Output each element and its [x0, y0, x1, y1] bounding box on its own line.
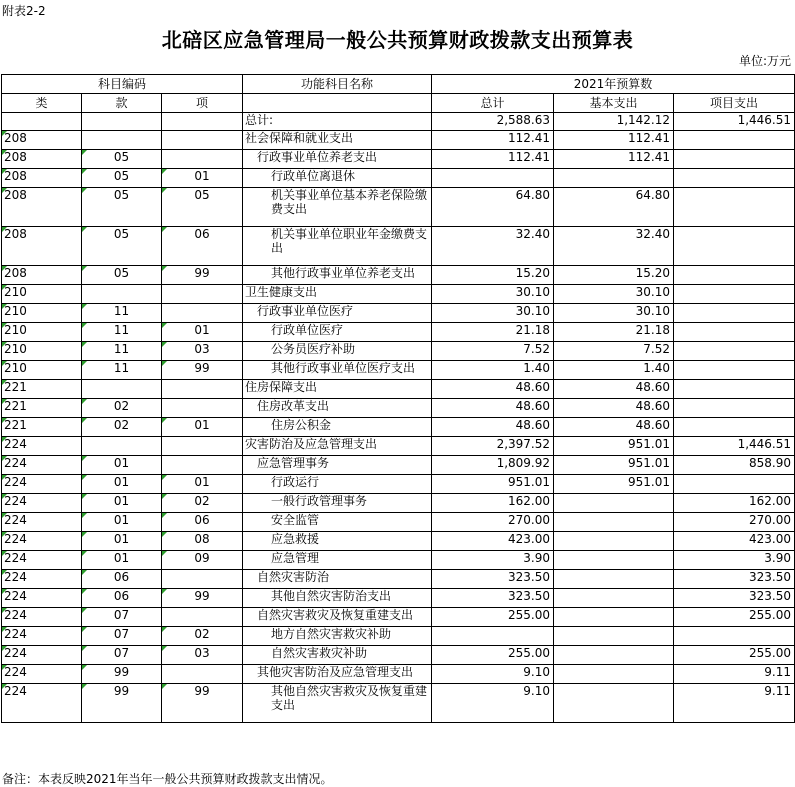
cell-project: 9.11	[674, 665, 795, 684]
table-body	[2, 75, 795, 723]
cell-total: 255.00	[432, 646, 554, 665]
cell-kuan: 11	[82, 342, 162, 361]
cell-kuan: 02	[82, 399, 162, 418]
cell-kuan	[82, 437, 162, 456]
cell-basic: 112.41	[554, 131, 674, 150]
cell-kuan: 06	[82, 570, 162, 589]
cell-name: 机关事业单位基本养老保险缴费支出	[243, 188, 432, 227]
cell-basic: 1,142.12	[554, 113, 674, 131]
cell-name: 行政单位医疗	[243, 323, 432, 342]
cell-total: 30.10	[432, 285, 554, 304]
cell-basic	[554, 627, 674, 646]
cell-lei: 210	[2, 285, 82, 304]
cell-total: 64.80	[432, 188, 554, 227]
table-row	[2, 570, 795, 589]
header-xiang: 项	[162, 94, 243, 113]
cell-basic: 21.18	[554, 323, 674, 342]
table-row	[2, 188, 795, 227]
cell-total: 951.01	[432, 475, 554, 494]
cell-project	[674, 169, 795, 188]
header-budget-group: 2021年预算数	[432, 75, 795, 94]
cell-lei	[2, 113, 82, 131]
cell-project: 1,446.51	[674, 113, 795, 131]
unit-label: 单位:万元	[738, 54, 791, 68]
cell-lei: 221	[2, 380, 82, 399]
cell-kuan: 11	[82, 304, 162, 323]
cell-basic	[554, 608, 674, 627]
cell-name: 应急管理事务	[243, 456, 432, 475]
cell-project	[674, 323, 795, 342]
cell-xiang	[162, 150, 243, 169]
cell-lei: 224	[2, 589, 82, 608]
cell-kuan: 11	[82, 361, 162, 380]
cell-basic: 48.60	[554, 399, 674, 418]
cell-lei: 224	[2, 608, 82, 627]
cell-lei: 208	[2, 169, 82, 188]
cell-kuan	[82, 380, 162, 399]
cell-lei: 224	[2, 475, 82, 494]
cell-lei: 224	[2, 494, 82, 513]
cell-basic: 112.41	[554, 150, 674, 169]
table-row	[2, 342, 795, 361]
header-basic: 基本支出	[554, 94, 674, 113]
header-kuan: 款	[82, 94, 162, 113]
cell-basic: 15.20	[554, 266, 674, 285]
table-row	[2, 361, 795, 380]
cell-project: 323.50	[674, 589, 795, 608]
cell-name: 一般行政管理事务	[243, 494, 432, 513]
cell-xiang	[162, 665, 243, 684]
cell-total: 48.60	[432, 399, 554, 418]
cell-basic: 48.60	[554, 380, 674, 399]
cell-total: 30.10	[432, 304, 554, 323]
cell-xiang: 01	[162, 323, 243, 342]
cell-basic: 30.10	[554, 285, 674, 304]
table-row	[2, 380, 795, 399]
cell-total: 7.52	[432, 342, 554, 361]
cell-project: 858.90	[674, 456, 795, 475]
cell-name: 公务员医疗补助	[243, 342, 432, 361]
cell-project	[674, 150, 795, 169]
cell-name: 应急管理	[243, 551, 432, 570]
cell-name: 行政事业单位养老支出	[243, 150, 432, 169]
cell-lei: 210	[2, 323, 82, 342]
cell-name: 自然灾害防治	[243, 570, 432, 589]
cell-basic: 64.80	[554, 188, 674, 227]
cell-xiang: 02	[162, 627, 243, 646]
table-row	[2, 608, 795, 627]
cell-total: 323.50	[432, 570, 554, 589]
cell-xiang: 99	[162, 266, 243, 285]
cell-lei: 224	[2, 684, 82, 723]
appendix-tag: 附表2-2	[2, 4, 46, 18]
cell-project: 323.50	[674, 570, 795, 589]
table-row	[2, 494, 795, 513]
cell-name: 其他行政事业单位养老支出	[243, 266, 432, 285]
table-row	[2, 285, 795, 304]
footnote: 备注：本表反映2021年当年一般公共预算财政拨款支出情况。	[2, 772, 333, 786]
cell-kuan: 99	[82, 684, 162, 723]
cell-total: 48.60	[432, 418, 554, 437]
cell-xiang: 09	[162, 551, 243, 570]
cell-basic	[554, 646, 674, 665]
cell-name: 安全监管	[243, 513, 432, 532]
table-row	[2, 150, 795, 169]
cell-project	[674, 418, 795, 437]
cell-project: 1,446.51	[674, 437, 795, 456]
cell-kuan: 05	[82, 169, 162, 188]
cell-name: 住房保障支出	[243, 380, 432, 399]
cell-name: 行政单位离退休	[243, 169, 432, 188]
cell-name: 其他自然灾害防治支出	[243, 589, 432, 608]
cell-kuan: 06	[82, 589, 162, 608]
cell-xiang: 08	[162, 532, 243, 551]
cell-lei: 224	[2, 646, 82, 665]
cell-basic: 951.01	[554, 437, 674, 456]
cell-lei: 224	[2, 513, 82, 532]
cell-lei: 208	[2, 131, 82, 150]
cell-total	[432, 169, 554, 188]
cell-xiang: 99	[162, 684, 243, 723]
cell-kuan: 02	[82, 418, 162, 437]
cell-xiang: 06	[162, 227, 243, 266]
cell-project	[674, 475, 795, 494]
cell-basic: 1.40	[554, 361, 674, 380]
cell-kuan: 01	[82, 475, 162, 494]
cell-xiang: 06	[162, 513, 243, 532]
table-row	[2, 684, 795, 723]
cell-lei: 224	[2, 456, 82, 475]
cell-name: 社会保障和就业支出	[243, 131, 432, 150]
cell-total: 112.41	[432, 131, 554, 150]
table-row	[2, 131, 795, 150]
header-total: 总计	[432, 94, 554, 113]
cell-project: 255.00	[674, 646, 795, 665]
cell-name: 自然灾害救灾及恢复重建支出	[243, 608, 432, 627]
cell-basic	[554, 589, 674, 608]
cell-project	[674, 304, 795, 323]
table-row	[2, 665, 795, 684]
cell-xiang: 05	[162, 188, 243, 227]
cell-kuan: 01	[82, 494, 162, 513]
cell-xiang	[162, 131, 243, 150]
cell-total: 162.00	[432, 494, 554, 513]
header-lei: 类	[2, 94, 82, 113]
cell-project: 162.00	[674, 494, 795, 513]
cell-kuan: 05	[82, 266, 162, 285]
cell-total: 323.50	[432, 589, 554, 608]
cell-project	[674, 342, 795, 361]
cell-kuan: 05	[82, 150, 162, 169]
cell-lei: 224	[2, 551, 82, 570]
cell-lei: 208	[2, 266, 82, 285]
cell-xiang	[162, 380, 243, 399]
cell-basic	[554, 684, 674, 723]
cell-total: 112.41	[432, 150, 554, 169]
cell-name: 卫生健康支出	[243, 285, 432, 304]
table-row	[2, 646, 795, 665]
cell-project	[674, 285, 795, 304]
cell-total: 1,809.92	[432, 456, 554, 475]
cell-total: 48.60	[432, 380, 554, 399]
cell-kuan: 01	[82, 513, 162, 532]
cell-basic	[554, 513, 674, 532]
cell-xiang	[162, 608, 243, 627]
cell-xiang	[162, 304, 243, 323]
cell-name: 地方自然灾害救灾补助	[243, 627, 432, 646]
table-row	[2, 589, 795, 608]
cell-project	[674, 627, 795, 646]
cell-basic	[554, 494, 674, 513]
cell-lei: 210	[2, 361, 82, 380]
cell-xiang: 01	[162, 475, 243, 494]
cell-kuan	[82, 113, 162, 131]
cell-xiang	[162, 456, 243, 475]
table-row	[2, 532, 795, 551]
cell-name: 行政事业单位医疗	[243, 304, 432, 323]
cell-name: 应急救援	[243, 532, 432, 551]
cell-kuan	[82, 131, 162, 150]
cell-name: 其他自然灾害救灾及恢复重建支出	[243, 684, 432, 723]
cell-kuan: 05	[82, 227, 162, 266]
cell-project	[674, 399, 795, 418]
cell-lei: 210	[2, 304, 82, 323]
cell-total: 255.00	[432, 608, 554, 627]
header-project: 项目支出	[674, 94, 795, 113]
cell-xiang: 02	[162, 494, 243, 513]
cell-kuan: 11	[82, 323, 162, 342]
cell-project	[674, 131, 795, 150]
header-name: 功能科目名称	[243, 75, 432, 94]
cell-basic	[554, 570, 674, 589]
cell-kuan	[82, 285, 162, 304]
cell-lei: 208	[2, 150, 82, 169]
cell-total: 1.40	[432, 361, 554, 380]
cell-name: 住房改革支出	[243, 399, 432, 418]
cell-project: 270.00	[674, 513, 795, 532]
table-row	[2, 551, 795, 570]
cell-project	[674, 188, 795, 227]
cell-kuan: 01	[82, 532, 162, 551]
cell-name: 住房公积金	[243, 418, 432, 437]
cell-kuan: 07	[82, 627, 162, 646]
cell-name: 自然灾害救灾补助	[243, 646, 432, 665]
cell-total: 2,397.52	[432, 437, 554, 456]
cell-basic: 7.52	[554, 342, 674, 361]
cell-basic	[554, 665, 674, 684]
budget-table	[1, 74, 795, 723]
table-row	[2, 627, 795, 646]
cell-total: 2,588.63	[432, 113, 554, 131]
cell-total: 9.10	[432, 684, 554, 723]
cell-project	[674, 361, 795, 380]
cell-lei: 210	[2, 342, 82, 361]
cell-basic: 951.01	[554, 475, 674, 494]
table-row	[2, 418, 795, 437]
cell-kuan: 01	[82, 456, 162, 475]
cell-total	[432, 627, 554, 646]
table-row	[2, 475, 795, 494]
cell-name: 其他行政事业单位医疗支出	[243, 361, 432, 380]
cell-project: 3.90	[674, 551, 795, 570]
cell-name: 其他灾害防治及应急管理支出	[243, 665, 432, 684]
cell-xiang: 03	[162, 342, 243, 361]
table-row	[2, 323, 795, 342]
cell-project: 255.00	[674, 608, 795, 627]
cell-lei: 224	[2, 437, 82, 456]
cell-xiang	[162, 570, 243, 589]
cell-lei: 221	[2, 418, 82, 437]
table-row	[2, 227, 795, 266]
cell-project	[674, 266, 795, 285]
cell-lei: 224	[2, 532, 82, 551]
cell-project	[674, 380, 795, 399]
cell-kuan: 07	[82, 608, 162, 627]
table-row	[2, 399, 795, 418]
cell-basic: 32.40	[554, 227, 674, 266]
cell-kuan: 05	[82, 188, 162, 227]
table-row	[2, 113, 795, 131]
cell-project	[674, 227, 795, 266]
page-title: 北碚区应急管理局一般公共预算财政拨款支出预算表	[161, 28, 634, 52]
table-row	[2, 456, 795, 475]
cell-kuan: 99	[82, 665, 162, 684]
header-row-2	[2, 94, 795, 113]
cell-total: 9.10	[432, 665, 554, 684]
cell-name: 行政运行	[243, 475, 432, 494]
cell-lei: 224	[2, 665, 82, 684]
header-code-group: 科目编码	[2, 75, 243, 94]
cell-total: 32.40	[432, 227, 554, 266]
cell-basic: 951.01	[554, 456, 674, 475]
table-row	[2, 266, 795, 285]
cell-kuan: 07	[82, 646, 162, 665]
cell-xiang: 99	[162, 361, 243, 380]
cell-total: 21.18	[432, 323, 554, 342]
cell-basic	[554, 532, 674, 551]
table-row	[2, 304, 795, 323]
cell-total: 15.20	[432, 266, 554, 285]
table-row	[2, 169, 795, 188]
header-name-blank	[243, 94, 432, 113]
cell-total: 270.00	[432, 513, 554, 532]
cell-xiang: 01	[162, 169, 243, 188]
cell-total: 3.90	[432, 551, 554, 570]
cell-lei: 224	[2, 627, 82, 646]
cell-project: 9.11	[674, 684, 795, 723]
cell-name: 灾害防治及应急管理支出	[243, 437, 432, 456]
header-row-1	[2, 75, 795, 94]
cell-basic: 48.60	[554, 418, 674, 437]
cell-xiang	[162, 285, 243, 304]
table-row	[2, 437, 795, 456]
cell-xiang: 99	[162, 589, 243, 608]
cell-basic	[554, 169, 674, 188]
cell-lei: 221	[2, 399, 82, 418]
cell-project: 423.00	[674, 532, 795, 551]
cell-lei: 208	[2, 227, 82, 266]
cell-total: 423.00	[432, 532, 554, 551]
cell-xiang: 01	[162, 418, 243, 437]
cell-xiang	[162, 113, 243, 131]
cell-name: 机关事业单位职业年金缴费支出	[243, 227, 432, 266]
cell-xiang: 03	[162, 646, 243, 665]
cell-xiang	[162, 437, 243, 456]
cell-name: 总计:	[243, 113, 432, 131]
cell-lei: 224	[2, 570, 82, 589]
cell-kuan: 01	[82, 551, 162, 570]
table-row	[2, 513, 795, 532]
cell-basic	[554, 551, 674, 570]
cell-xiang	[162, 399, 243, 418]
cell-basic: 30.10	[554, 304, 674, 323]
cell-lei: 208	[2, 188, 82, 227]
